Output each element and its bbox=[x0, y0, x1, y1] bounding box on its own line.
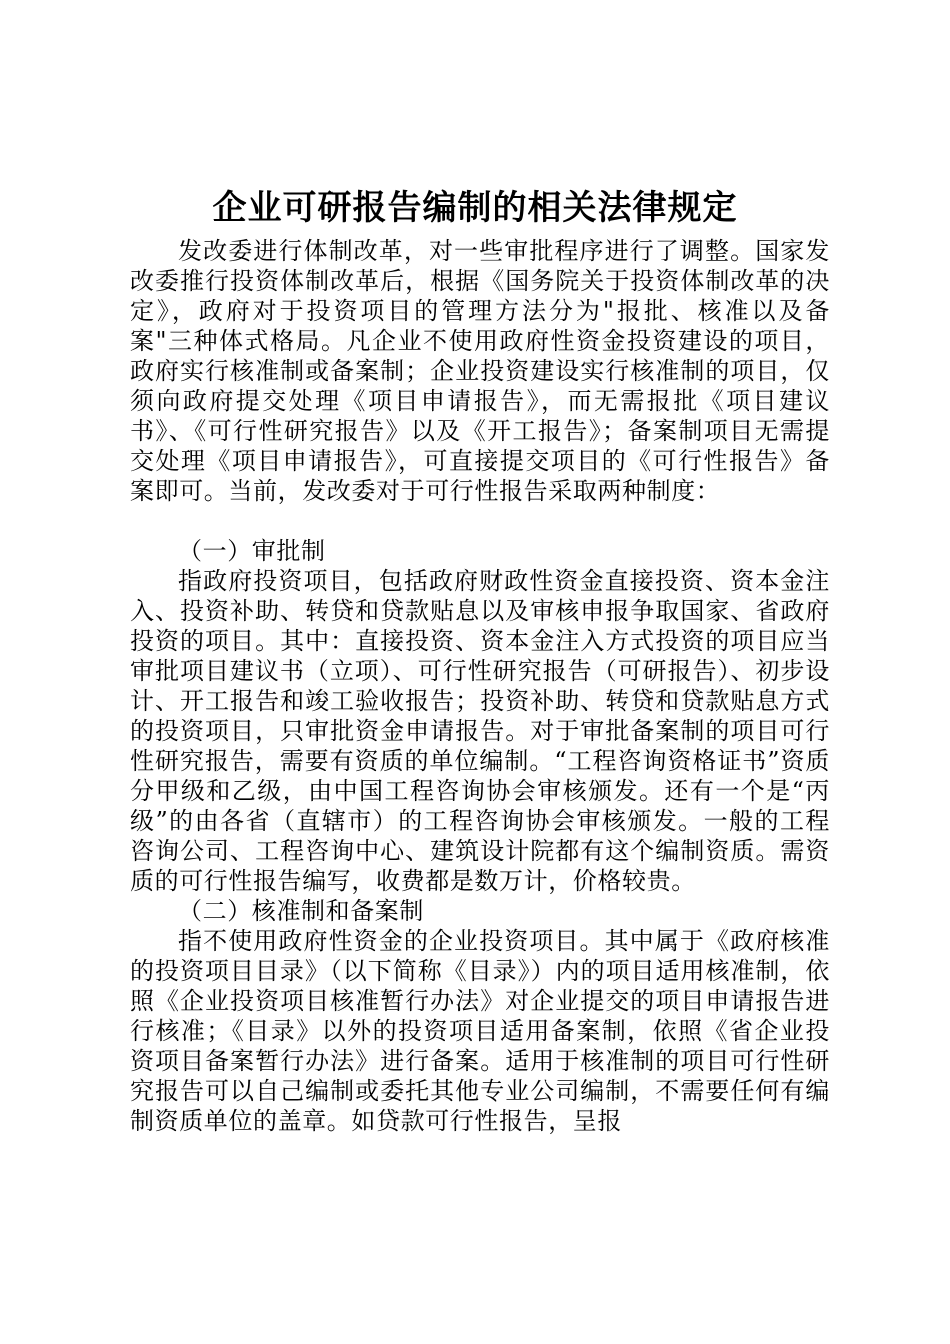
section-heading-approval: （一）审批制 bbox=[178, 537, 326, 565]
section-body-approval: 指政府投资项目，包括政府财政性资金直接投资、资本金注入、投资补助、转贷和贷款贴息以及审核申报争取国家、省政府投资的项目。其中：直接投资、资本金注入方式投资的项目应当审批项目建议书（立项）、可行性研究报告（可研报告）、初步设计、开工报告和竣工验收报告；投资补助、转贷和贷款贴息方式的投资项目，只审批资金申请报告。对于审批备案制的项目可行性研究报告，需要有资质的单位编制。“工程咨询资格证书”资质分甲级和乙级，由中国工程咨询协会审核颁发。还有一个是“丙级”的由各省（直辖市）的工程咨询协会审核颁发。一般的工程咨询公司、工程咨询中心、建筑设计院都有这个编制资质。需资质的可行性报告编写，收费都是数万计，价格较贵。 bbox=[130, 567, 830, 895]
document-body bbox=[130, 236, 830, 1136]
paragraph-gap bbox=[130, 506, 830, 536]
document-title: 企业可研报告编制的相关法律规定 bbox=[212, 188, 738, 228]
section-heading-verification: （二）核准制和备案制 bbox=[178, 897, 424, 925]
section-body-verification: 指不使用政府性资金的企业投资项目。其中属于《政府核准的投资项目目录》（以下简称《目录》）内的项目适用核准制，依照《企业投资项目核准暂行办法》对企业提交的项目申请报告进行核准；《目录》以外的投资项目适用备案制，依照《省企业投资项目备案暂行办法》进行备案。适用于核准制的项目可行性研究报告可以自己编制或委托其他专业公司编制，不需要任何有编制资质单位的盖章。如贷款可行性报告，呈报 bbox=[130, 927, 830, 1135]
intro-paragraph: 发改委进行体制改革，对一些审批程序进行了调整。国家发改委推行投资体制改革后，根据《国务院关于投资体制改革的决定》，政府对于投资项目的管理方法分为"报批、核准以及备案"三种体式格局。凡企业不使用政府性资金投资建设的项目，政府实行核准制或备案制；企业投资建设实行核准制的项目，仅须向政府提交处理《项目申请报告》，而无需报批《项目建议书》、《可行性研究报告》以及《开工报告》；备案制项目无需提交处理《项目申请报告》，可直接提交项目的《可行性报告》备案即可。当前，发改委对于可行性报告采取两种制度： bbox=[130, 237, 830, 505]
